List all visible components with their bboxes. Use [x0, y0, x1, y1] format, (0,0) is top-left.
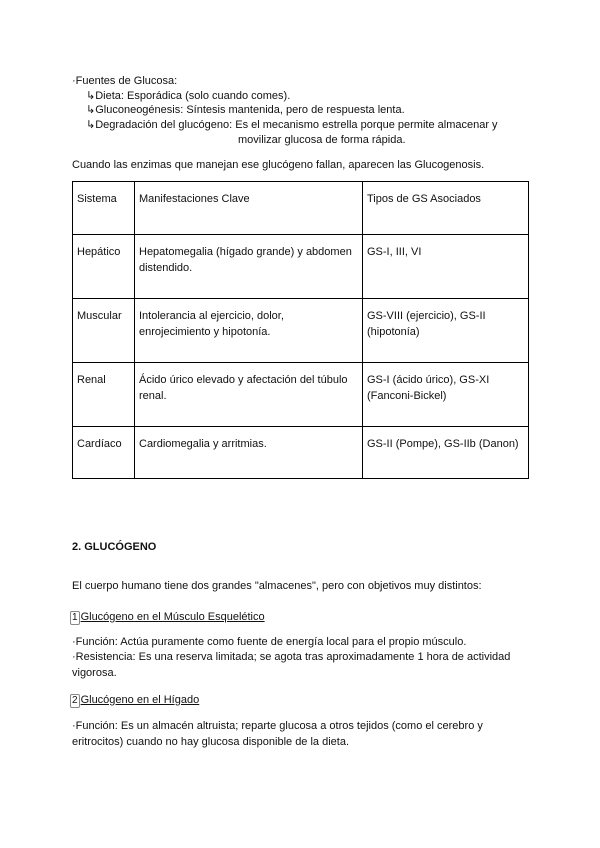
number-badge-icon: 2	[72, 695, 78, 706]
table-cell-manifestaciones: Hepatomegalia (hígado grande) y abdomen distendido.	[135, 235, 363, 299]
fuentes-item-degradacion: ↳Degradación del glucógeno: Es el mecanismo estrella porque permite almacenar y	[86, 119, 498, 131]
fuentes-item-gluconeogenesis: ↳Gluconeogénesis: Síntesis mantenida, pero de respuesta lenta.	[86, 104, 405, 116]
higado-funcion: ·Función: Es un almacén altruista; reparte glucosa a otros tejidos (como el cerebro y eritrocitos) cuando no hay glucosa disponible de la dieta.	[72, 720, 483, 748]
musculo-resistencia: ·Resistencia: Es una reserva limitada; se agota tras aproximadamente 1 hora de actividad vigorosa.	[72, 651, 511, 679]
table-header-manifestaciones: Manifestaciones Clave	[135, 182, 363, 235]
fuentes-item-dieta: ↳Dieta: Esporádica (solo cuando comes).	[86, 90, 291, 102]
table-cell-sistema: Muscular	[73, 299, 135, 363]
table-cell-manifestaciones: Cardiomegalia y arritmias.	[135, 427, 363, 479]
table-cell-sistema: Renal	[73, 363, 135, 427]
section-intro: El cuerpo humano tiene dos grandes "almacenes", pero con objetivos muy distintos:	[72, 580, 482, 592]
table-cell-sistema: Cardíaco	[73, 427, 135, 479]
table-cell-tipos: GS-VIII (ejercicio), GS-II (hipotonía)	[363, 299, 529, 363]
fuentes-item-degradacion-cont: movilizar glucosa de forma rápida.	[238, 134, 406, 146]
table-cell-tipos: GS-I (ácido úrico), GS-XI (Fanconi-Bickel)	[363, 363, 529, 427]
subsection-heading-higado	[70, 692, 199, 708]
subsection-title-musculo: Glucógeno en el Músculo Esquelético	[80, 611, 265, 623]
number-badge-icon: 1	[72, 612, 78, 623]
fuentes-heading: ·Fuentes de Glucosa:	[72, 75, 178, 87]
table-cell-sistema: Hepático	[73, 235, 135, 299]
table-row	[73, 427, 529, 479]
musculo-funcion: ·Función: Actúa puramente como fuente de energía local para el propio músculo.	[72, 636, 467, 648]
table-cell-manifestaciones: Intolerancia al ejercicio, dolor, enrojecimiento y hipotonía.	[135, 299, 363, 363]
glucogenosis-table	[72, 181, 529, 479]
table-cell-tipos: GS-I, III, VI	[363, 235, 529, 299]
table-row	[73, 299, 529, 363]
subsection-heading-musculo	[70, 609, 265, 625]
subsection-title-higado: Glucógeno en el Hígado	[80, 694, 200, 706]
table-cell-tipos: GS-II (Pompe), GS-IIb (Danon)	[363, 427, 529, 479]
glucogenosis-intro: Cuando las enzimas que manejan ese glucógeno fallan, aparecen las Glucogenosis.	[72, 159, 485, 171]
table-header-sistema: Sistema	[73, 182, 135, 235]
table-row	[73, 363, 529, 427]
table-cell-manifestaciones: Ácido úrico elevado y afectación del túbulo renal.	[135, 363, 363, 427]
table-header-tipos: Tipos de GS Asociados	[363, 182, 529, 235]
table-header-row	[73, 182, 529, 235]
table-row	[73, 235, 529, 299]
section-title: 2. GLUCÓGENO	[72, 541, 157, 553]
